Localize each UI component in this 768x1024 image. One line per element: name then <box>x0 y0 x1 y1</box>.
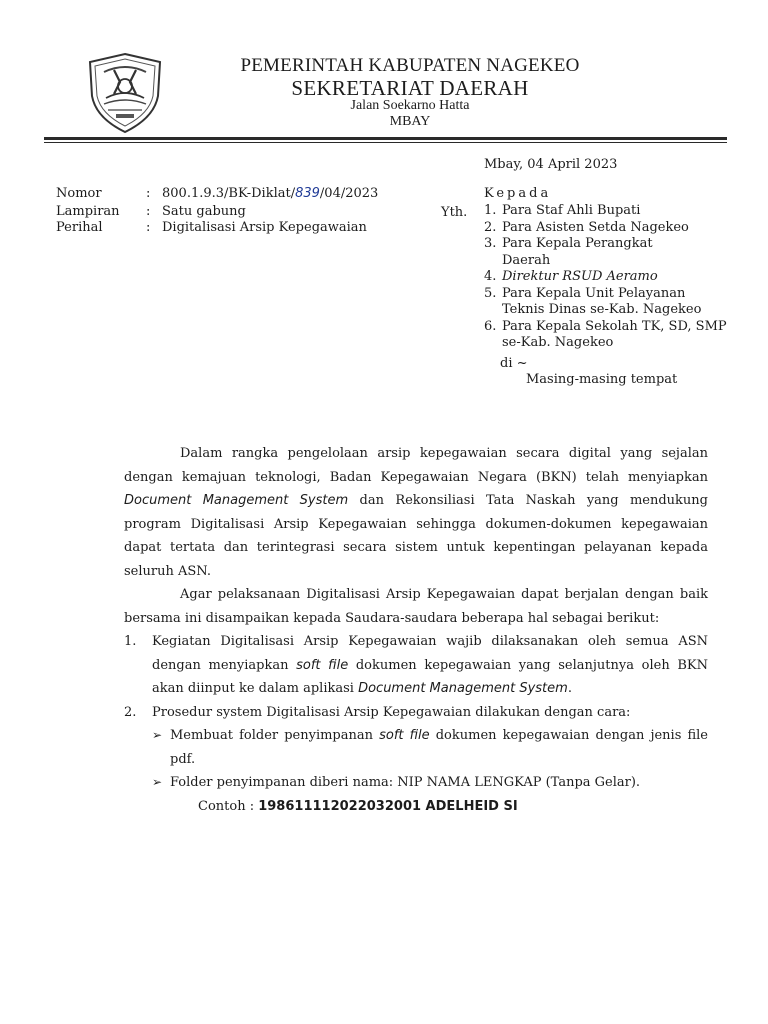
letter-date: Mbay, 04 April 2023 <box>484 157 618 172</box>
instruction-list <box>124 630 708 818</box>
list-item: 4. Direktur RSUD Aeramo <box>484 269 658 284</box>
body-paragraph-2: Agar pelaksanaan Digitalisasi Arsip Kepegawaian dapat berjalan dengan baik bersama ini disampaikan kepada Saudara-saudara beberapa hal sebagai berikut: <box>124 587 708 626</box>
body-paragraph-1: Dalam rangka pengelolaan arsip kepegawaian secara digital yang sejalan dengan kemajuan teknologi, Badan Kepegawaian Negara (BKN) telah menyiapkan Document Management System dan Rekonsiliasi Tata Naskah yang mendukung program Digitalisasi Arsip Kepegawaian sehingga dokumen-dokumen kepegawaian dapat tertata dan terintegrasi secara sistem untuk kepentingan pelayanan kepada seluruh ASN. <box>124 446 708 579</box>
procedure-bullets <box>152 724 708 795</box>
nomor-prefix: 800.1.9.3/BK-Diklat/ <box>162 186 296 201</box>
nomor-handwritten-number: 839 <box>295 186 320 201</box>
list-item: 2. Prosedur system Digitalisasi Arsip Kepegawaian dilakukan dengan cara: ➢ Membuat folder penyimpanan soft file dokumen kepegawaian dengan jenis file pdf. ➢ Folder penyimpanan diberi nama: NIP NAMA LENGKAP (Tanpa Gelar). Contoh : 198611112022032001 ADELHEID SI <box>124 701 708 819</box>
arrow-bullet-icon: ➢ <box>152 728 163 742</box>
list-item: 1. Para Staf Ahli Bupati <box>484 203 641 218</box>
letterhead-office-name: SEKRETARIAT DAERAH <box>291 76 529 100</box>
perihal-label: Perihal <box>56 220 103 235</box>
list-item: 3. Para Kepala Perangkat Daerah <box>484 236 653 268</box>
letterhead-government-name: PEMERINTAH KABUPATEN NAGEKEO <box>240 55 580 76</box>
recipient-list <box>484 203 734 352</box>
letterhead-city: MBAY <box>389 114 431 129</box>
naming-example: Contoh : 198611112022032001 ADELHEID SI <box>198 798 518 814</box>
arrow-bullet-icon: ➢ <box>152 775 163 789</box>
perihal-value: Digitalisasi Arsip Kepegawaian <box>162 220 367 235</box>
lampiran-colon: : <box>146 204 151 219</box>
nomor-label: Nomor <box>56 186 102 201</box>
list-item: 6. Para Kepala Sekolah TK, SD, SMP se-Kab. Nagekeo <box>484 318 727 350</box>
kepada-label: Kepada <box>484 186 552 201</box>
letterhead-rule-thick <box>44 137 727 140</box>
nagekeo-regency-emblem-icon <box>84 52 166 134</box>
di-label: di ~ <box>500 356 528 371</box>
yth-label: Yth. <box>441 205 468 220</box>
list-item: 1. Kegiatan Digitalisasi Arsip Kepegawaian wajib dilaksanakan oleh semua ASN dengan menyiapkan soft file dokumen kepegawaian yang selanjutnya oleh BKN akan diinput ke dalam aplikasi Document Management System. <box>124 634 708 696</box>
lampiran-value: Satu gabung <box>162 204 246 219</box>
perihal-colon: : <box>146 220 151 235</box>
letter-body <box>124 442 708 818</box>
letterhead-rule-thin <box>44 142 727 143</box>
list-item: ➢ Membuat folder penyimpanan soft file dokumen kepegawaian dengan jenis file pdf. <box>152 724 708 771</box>
list-item: 2. Para Asisten Setda Nagekeo <box>484 219 689 235</box>
list-item: ➢ Folder penyimpanan diberi nama: NIP NAMA LENGKAP (Tanpa Gelar). <box>152 771 708 795</box>
nomor-value <box>162 186 378 202</box>
letterhead-address: Jalan Soekarno Hatta <box>350 98 470 113</box>
nomor-colon: : <box>146 186 151 201</box>
nomor-suffix: /04/2023 <box>319 186 379 201</box>
lampiran-label: Lampiran <box>56 204 120 219</box>
list-item: 5. Para Kepala Unit Pelayanan Teknis Dinas se-Kab. Nagekeo <box>484 285 702 317</box>
place-label: Masing-masing tempat <box>526 372 678 387</box>
